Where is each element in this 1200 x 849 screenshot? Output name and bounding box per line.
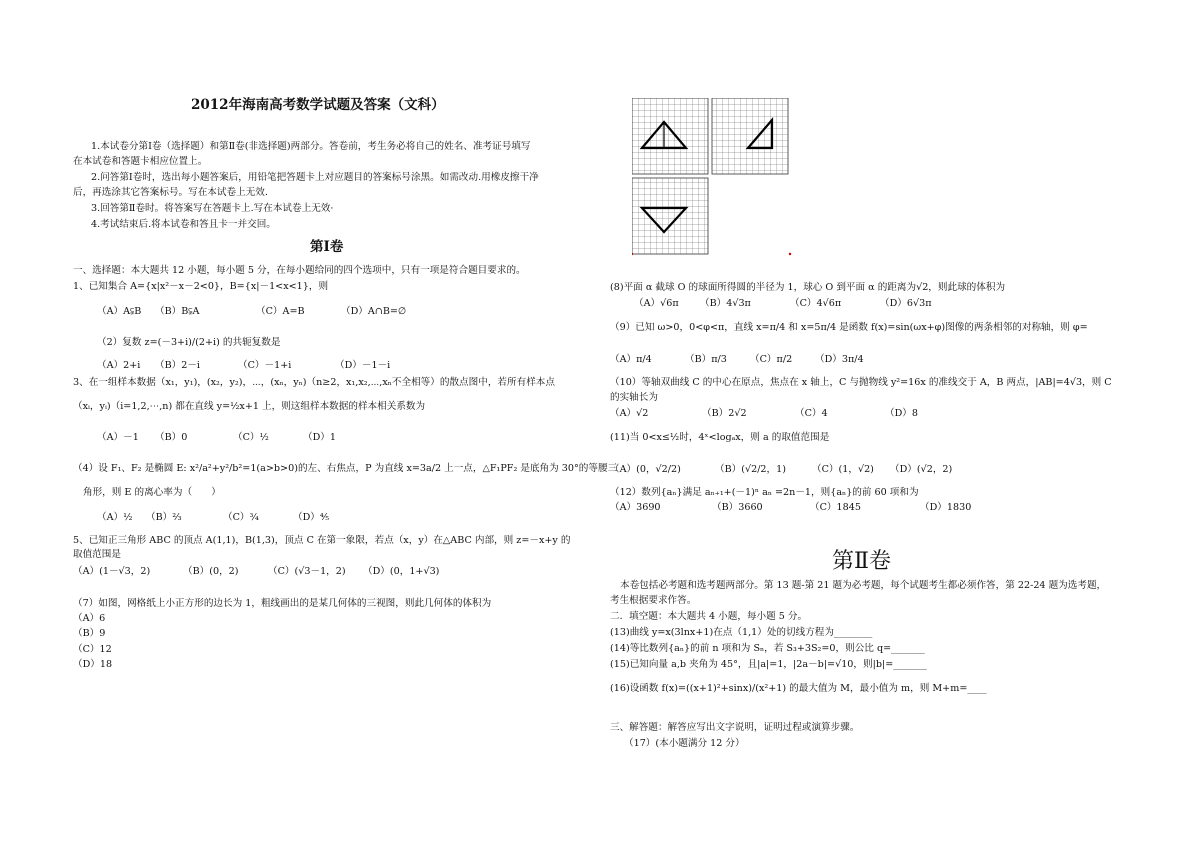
fill-in-title: 二．填空题：本大题共 4 小题，每小题 5 分。 [610, 611, 808, 622]
q7-stem: （7）如图，网格纸上小正方形的边长为 1，粗线画出的是某几何体的三视图，则此几何体的体积为 [73, 598, 492, 609]
q2-option-b: （B）2－i [155, 360, 201, 371]
q5-option-a: （A）(1－√3，2) [73, 566, 151, 577]
q9-option-c: （C）π/2 [750, 354, 793, 365]
q2-option-d: （D）－1－i [335, 360, 391, 371]
q16: (16)设函数 f(x)=((x+1)²+sinx)/(x²+1) 的最大值为 M，最小值为 m，则 M+m=____ [610, 683, 987, 694]
q5-stem-2: 取值范围是 [73, 549, 121, 560]
instruction-1b: 在本试卷和答题卡相应位置上。 [73, 156, 208, 167]
q17: （17）(本小题满分 12 分） [624, 738, 745, 749]
q3-stem-1: 3、在一组样本数据（x₁，y₁)，(x₂，y₂)，⋯，(xₙ，yₙ)（n≥2，x₁,x₂,⋯,xₙ不全相等）的散点图中，若所有样本点 [73, 377, 555, 388]
q12-stem: （12）数列{aₙ}满足 aₙ₊₁+(－1)ⁿ aₙ =2n－1，则{aₙ}的前 60 项和为 [610, 487, 919, 498]
q15: (15)已知向量 a,b 夹角为 45°，且|a|=1，|2a－b|=√10，则|b|=_______ [610, 659, 927, 670]
instruction-3: 3.回答第Ⅱ卷时。将答案写在答题卡上.写在本试卷上无效· [91, 203, 334, 214]
q2-option-a: （A）2+i [97, 360, 141, 371]
q11-stem: (11)当 0<x≤½时，4ˣ<logₐx，则 a 的取值范围是 [610, 432, 830, 443]
q8-option-d: （D）6√3π [880, 298, 932, 309]
q3-option-c: （C）½ [233, 432, 269, 443]
q1-option-a: （A）A⫋B [97, 306, 142, 317]
q9-option-a: （A）π/4 [610, 354, 652, 365]
q10-stem-1: （10）等轴双曲线 C 的中心在原点，焦点在 x 轴上，C 与抛物线 y²=16x 的准线交于 A，B 两点，|AB|=4√3，则 C [610, 377, 1112, 388]
q7-option-d: （D）18 [73, 659, 113, 670]
q11-option-c: （C）(1，√2) [812, 464, 874, 475]
q12-option-b: （B）3660 [712, 502, 763, 513]
q2-option-c: （C）－1+i [238, 360, 292, 371]
part1-title: 第Ⅰ卷 [310, 239, 344, 255]
q3-stem-2: （xᵢ，yᵢ)（i=1,2,⋯,n) 都在直线 y=½x+1 上，则这组样本数据的样本相关系数为 [73, 401, 426, 412]
q4-option-b: （B）⅔ [146, 512, 182, 523]
q5-option-d: （D）(0，1+√3) [363, 566, 440, 577]
q5-stem-1: 5、已知正三角形 ABC 的顶点 A(1,1)，B(1,3)，顶点 C 在第一象限，若点（x，y）在△ABC 内部，则 z=－x+y 的 [73, 535, 571, 546]
instruction-4: 4.考试结束后.将本试卷和答且卡一并交回。 [91, 219, 276, 230]
q4-stem-1: （4）设 F₁、F₂ 是椭圆 E: x²/a²+y²/b²=1(a>b>0)的左、右焦点，P 为直线 x=3a/2 上一点，△F₁PF₂ 是底角为 30°的等腰三 [73, 463, 618, 474]
q8-stem: (8)平面 α 截球 O 的球面所得圆的半径为 1，球心 O 到平面 α 的距离为√2，则此球的体积为 [610, 282, 1006, 293]
q3-option-d: （D）1 [303, 432, 336, 443]
q2-stem: （2）复数 z=(－3+i)/(2+i) 的共轭复数是 [97, 337, 281, 348]
q12-option-a: （A）3690 [610, 502, 661, 513]
q3-option-a: （A）－1 [97, 432, 139, 443]
q4-option-c: （C）¾ [223, 512, 259, 523]
q1-option-b: （B）B⫋A [155, 306, 200, 317]
q7-option-a: （A）6 [73, 613, 106, 624]
q13: (13)曲线 y=x(3lnx+1)在点（1,1）处的切线方程为________ [610, 627, 873, 638]
q4-stem-2: 角形，则 E 的离心率为（ ） [83, 487, 221, 498]
q10-option-c: （C）4 [795, 408, 828, 419]
solve-title: 三、解答题：解答应写出文字说明，证明过程或演算步骤。 [610, 722, 860, 733]
q8-option-a: （A）√6π [634, 298, 679, 309]
q3-option-b: （B）0 [155, 432, 188, 443]
q5-option-c: （C）(√3－1，2) [268, 566, 346, 577]
q7-option-c: （C）12 [73, 644, 112, 655]
q8-option-c: （C）4√6π [790, 298, 842, 309]
q9-option-b: （B）π/3 [685, 354, 727, 365]
q8-option-b: （B）4√3π [700, 298, 751, 309]
q9-stem: （9）已知 ω>0，0<φ<π，直线 x=π/4 和 x=5π/4 是函数 f(x)=sin(ωx+φ)图像的两条相邻的对称轴，则 φ= [610, 322, 1088, 333]
q1-stem: 1、已知集合 A={x|x²－x－2<0}，B={x|－1<x<1}，则 [73, 281, 329, 292]
q7-option-b: （B）9 [73, 628, 106, 639]
part2-intro-1: 本卷包括必考题和选考题两部分。第 13 题-第 21 题为必考题，每个试题考生都必须作答，第 22-24 题为选考题， [620, 580, 1107, 591]
q4-option-d: （D）⅘ [293, 512, 330, 523]
q10-stem-2: 的实轴长为 [610, 392, 658, 403]
q12-option-d: （D）1830 [920, 502, 972, 513]
q9-option-d: （D）3π/4 [815, 354, 864, 365]
q11-option-a: （A）(0，√2/2) [610, 464, 681, 475]
instruction-1: 1.本试卷分第Ⅰ卷（选择题）和第Ⅱ卷(非选择题)两部分。答卷前，考生务必将自己的姓名、准考证号填写 [91, 141, 531, 152]
q10-option-a: （A）√2 [610, 408, 649, 419]
part2-intro-2: 考生根据要求作答。 [610, 595, 697, 606]
q12-option-c: （C）1845 [810, 502, 861, 513]
instruction-2: 2.问答第Ⅰ卷时，选出每小题答案后，用铅笔把答题卡上对应题目的答案标号涂黑。如需改动.用橡皮擦干净 [91, 172, 539, 183]
q5-option-b: （B）(0，2) [183, 566, 239, 577]
q10-option-d: （D）8 [885, 408, 918, 419]
part2-title: 第Ⅱ卷 [832, 549, 891, 574]
paper-title: 2012年海南高考数学试题及答案（文科） [191, 97, 445, 113]
part1-intro: 一、选择题：本大题共 12 小题，每小题 5 分，在每小题给同的四个选项中，只有一项是符合题目要求的。 [73, 265, 526, 276]
q4-option-a: （A）½ [97, 512, 133, 523]
q1-option-d: （D）A∩B=∅ [341, 306, 407, 317]
q11-option-d: （D）(√2，2) [890, 464, 953, 475]
q14: (14)等比数列{aₙ}的前 n 项和为 Sₙ，若 S₃+3S₂=0，则公比 q=_______ [610, 643, 925, 654]
q1-option-c: （C）A=B [256, 306, 305, 317]
q10-option-b: （B）2√2 [702, 408, 747, 419]
q11-option-b: （B）(√2/2，1) [715, 464, 786, 475]
instruction-2b: 后，再选涂其它答案标号。写在本试卷上无效. [73, 187, 268, 198]
three-view-figure [632, 98, 808, 258]
